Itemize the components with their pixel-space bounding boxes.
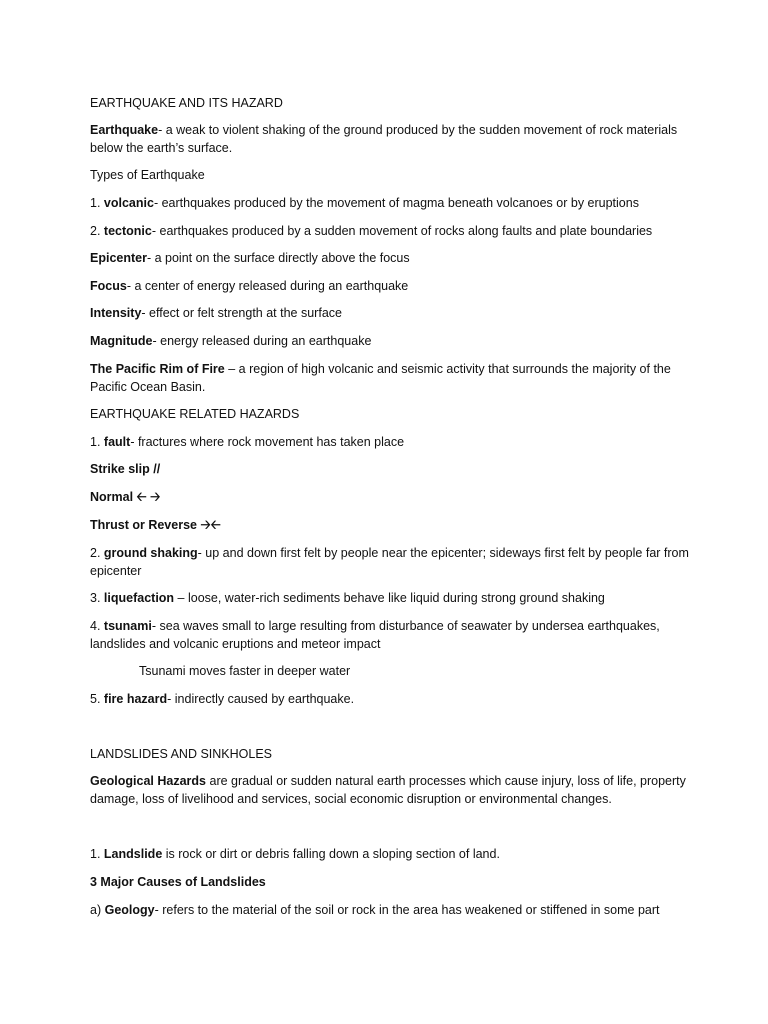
fault-item [90, 433, 690, 451]
definition: - energy released during an earthquake [152, 334, 372, 348]
geology-item [90, 901, 690, 919]
definition: - earthquakes produced by the movement of magma beneath volcanoes or by eruptions [153, 196, 639, 210]
thrust-fault-label: Thrust or Reverse 🡢🡠 [90, 518, 221, 532]
term: Intensity [90, 306, 142, 320]
definition: - sea waves small to large resulting from disturbance of seawater by undersea earthquakes, landslides and volcanic eruptions and meteor impact [90, 619, 660, 651]
document-title: EARTHQUAKE AND ITS HAZARD [90, 96, 283, 110]
volcanic-item [90, 194, 690, 212]
definition: – a region of high volcanic and seismic activity that surrounds the majority of the Pacific Ocean Basin. [90, 362, 671, 394]
related-hazards-heading: EARTHQUAKE RELATED HAZARDS [90, 407, 300, 421]
definition: - a weak to violent shaking of the ground produced by the sudden movement of rock materials below the earth’s surface. [90, 123, 678, 155]
ground-shaking-item [90, 544, 690, 580]
item-number: a) [90, 903, 102, 917]
definition: is rock or dirt or debris falling down a sloping section of land. [162, 847, 500, 861]
definition: - indirectly caused by earthquake. [167, 692, 355, 706]
liquefaction-item [90, 589, 690, 607]
term: Geology [104, 903, 155, 917]
item-number: 2. [90, 546, 101, 560]
term: tectonic [103, 224, 152, 238]
magnitude-definition [90, 332, 690, 350]
term: volcanic [103, 196, 154, 210]
item-number: 4. [90, 619, 101, 633]
definition: - refers to the material of the soil or rock in the area has weakened or stiffened in some part [154, 903, 660, 917]
pacific-rim-definition [90, 360, 690, 396]
fire-hazard-item [90, 690, 690, 708]
term: Focus [90, 279, 127, 293]
definition: - up and down first felt by people near the epicenter; sideways first felt by people far from epicenter [90, 546, 689, 578]
epicenter-definition [90, 249, 690, 267]
definition: - a point on the surface directly above the focus [146, 251, 410, 265]
term: liquefaction [103, 591, 175, 605]
strike-slip-label: Strike slip // [90, 462, 161, 476]
term: tsunami [103, 619, 152, 633]
term: The Pacific Rim of Fire [90, 362, 225, 376]
term: fire hazard [103, 692, 168, 706]
tsunami-item [90, 617, 690, 653]
item-number: 3. [90, 591, 101, 605]
definition: - fractures where rock movement has taken place [130, 435, 405, 449]
item-number: 5. [90, 692, 101, 706]
definition: are gradual or sudden natural earth processes which cause injury, loss of life, property damage, loss of livelihood and services, social economic disruption or environmental changes. [90, 774, 686, 806]
term: Geological Hazards [90, 774, 207, 788]
landslide-item [90, 845, 690, 863]
definition: - earthquakes produced by a sudden movement of rocks along faults and plate boundaries [151, 224, 653, 238]
term: ground shaking [103, 546, 198, 560]
item-number: 2. [90, 224, 101, 238]
definition: – loose, water-rich sediments behave like liquid during strong ground shaking [174, 591, 605, 605]
intensity-definition [90, 304, 690, 322]
focus-definition [90, 277, 690, 295]
item-number: 1. [90, 435, 101, 449]
term: fault [103, 435, 131, 449]
term: Epicenter [90, 251, 147, 265]
item-number: 1. [90, 847, 101, 861]
definition: - effect or felt strength at the surface [141, 306, 342, 320]
term: Earthquake [90, 123, 159, 137]
landslides-heading: LANDSLIDES AND SINKHOLES [90, 747, 273, 761]
normal-fault-label: Normal 🡠 🡢 [90, 490, 161, 504]
geological-hazards-definition [90, 772, 690, 808]
item-number: 1. [90, 196, 101, 210]
definition: - a center of energy released during an earthquake [126, 279, 409, 293]
tsunami-note: Tsunami moves faster in deeper water [139, 664, 351, 678]
types-heading: Types of Earthquake [90, 168, 205, 182]
causes-heading: 3 Major Causes of Landslides [90, 875, 266, 889]
term: Landslide [103, 847, 163, 861]
term: Magnitude [90, 334, 153, 348]
earthquake-definition [90, 121, 690, 157]
tectonic-item [90, 222, 690, 240]
